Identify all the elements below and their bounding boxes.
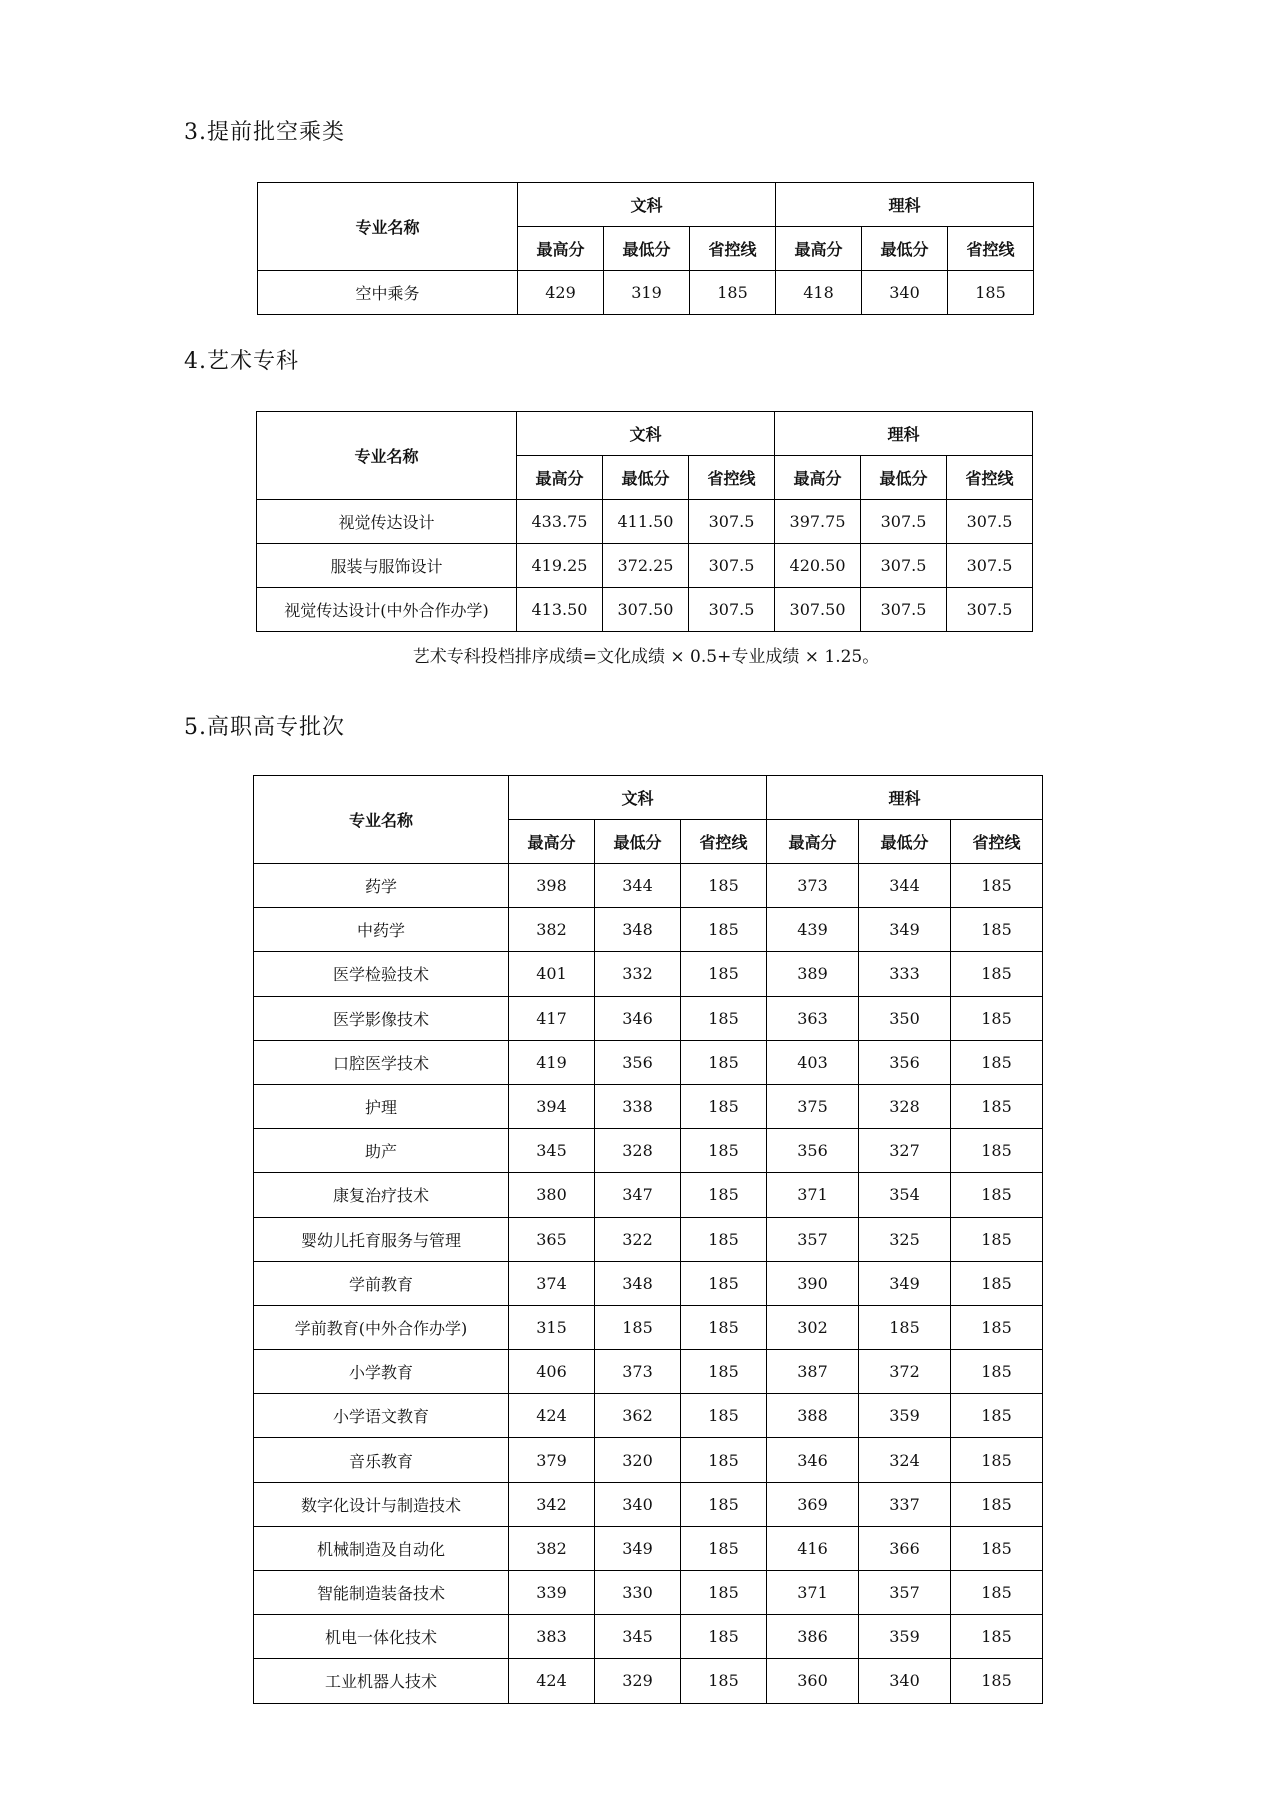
score-cell: 406 (509, 1350, 595, 1394)
score-cell: 389 (767, 952, 859, 996)
table-row (254, 1571, 1043, 1615)
major-name-cell: 工业机器人技术 (254, 1659, 509, 1703)
score-cell: 185 (690, 271, 776, 315)
score-cell: 380 (509, 1173, 595, 1217)
score-cell: 330 (595, 1571, 681, 1615)
score-cell: 185 (951, 1261, 1043, 1305)
score-cell: 382 (509, 1526, 595, 1570)
score-cell: 307.5 (689, 544, 775, 588)
score-cell: 346 (595, 996, 681, 1040)
score-cell: 185 (951, 952, 1043, 996)
score-cell: 324 (859, 1438, 951, 1482)
column-header-min-liberal-arts: 最低分 (603, 456, 689, 500)
score-cell: 346 (767, 1438, 859, 1482)
score-cell: 429 (518, 271, 604, 315)
score-cell: 356 (595, 1040, 681, 1084)
column-header-max-liberal-arts: 最高分 (517, 456, 603, 500)
major-name-cell: 小学语文教育 (254, 1394, 509, 1438)
column-header-max-science: 最高分 (767, 820, 859, 864)
score-cell: 185 (681, 1482, 767, 1526)
score-cell: 185 (681, 1129, 767, 1173)
score-cell: 382 (509, 908, 595, 952)
major-name-cell: 学前教育 (254, 1261, 509, 1305)
score-cell: 359 (859, 1394, 951, 1438)
score-cell: 424 (509, 1659, 595, 1703)
score-cell: 185 (681, 1394, 767, 1438)
score-cell: 424 (509, 1394, 595, 1438)
score-cell: 419 (509, 1040, 595, 1084)
score-cell: 373 (595, 1350, 681, 1394)
score-cell: 185 (951, 1129, 1043, 1173)
score-cell: 418 (776, 271, 862, 315)
score-cell: 319 (604, 271, 690, 315)
score-cell: 373 (767, 864, 859, 908)
score-table-airline (257, 182, 1034, 315)
score-cell: 398 (509, 864, 595, 908)
column-header-control-line-science: 省控线 (948, 227, 1034, 271)
major-name-cell: 口腔医学技术 (254, 1040, 509, 1084)
score-cell: 320 (595, 1438, 681, 1482)
score-cell: 185 (951, 1350, 1043, 1394)
score-cell: 185 (681, 1305, 767, 1349)
table-row (254, 1615, 1043, 1659)
major-name-cell: 学前教育(中外合作办学) (254, 1305, 509, 1349)
score-cell: 185 (681, 996, 767, 1040)
score-cell: 439 (767, 908, 859, 952)
score-cell: 387 (767, 1350, 859, 1394)
column-header-max-liberal-arts: 最高分 (518, 227, 604, 271)
major-name-cell: 数字化设计与制造技术 (254, 1482, 509, 1526)
major-name-cell: 康复治疗技术 (254, 1173, 509, 1217)
score-cell: 397.75 (775, 500, 861, 544)
score-cell: 383 (509, 1615, 595, 1659)
score-cell: 332 (595, 952, 681, 996)
score-cell: 185 (951, 908, 1043, 952)
score-cell: 185 (681, 1571, 767, 1615)
major-name-cell: 智能制造装备技术 (254, 1571, 509, 1615)
major-name-cell: 医学检验技术 (254, 952, 509, 996)
score-cell: 371 (767, 1173, 859, 1217)
score-cell: 338 (595, 1084, 681, 1128)
score-cell: 420.50 (775, 544, 861, 588)
score-cell: 359 (859, 1615, 951, 1659)
score-cell: 345 (509, 1129, 595, 1173)
column-header-major-name: 专业名称 (254, 776, 509, 864)
table-row (254, 1305, 1043, 1349)
score-cell: 185 (681, 1040, 767, 1084)
score-cell: 185 (681, 908, 767, 952)
score-cell: 388 (767, 1394, 859, 1438)
score-cell: 401 (509, 952, 595, 996)
score-cell: 372.25 (603, 544, 689, 588)
score-cell: 328 (595, 1129, 681, 1173)
column-header-min-science: 最低分 (861, 456, 947, 500)
column-group-science: 理科 (775, 412, 1033, 456)
table-row (257, 588, 1033, 632)
score-cell: 185 (951, 1438, 1043, 1482)
score-cell: 185 (951, 1659, 1043, 1703)
major-name-cell: 机械制造及自动化 (254, 1526, 509, 1570)
score-cell: 337 (859, 1482, 951, 1526)
table-row (254, 1217, 1043, 1261)
score-cell: 307.5 (947, 588, 1033, 632)
major-name-cell: 药学 (254, 864, 509, 908)
score-cell: 185 (681, 1261, 767, 1305)
score-cell: 417 (509, 996, 595, 1040)
score-cell: 185 (951, 1526, 1043, 1570)
score-cell: 348 (595, 1261, 681, 1305)
column-header-major-name: 专业名称 (257, 412, 517, 500)
score-cell: 363 (767, 996, 859, 1040)
score-cell: 347 (595, 1173, 681, 1217)
score-cell: 185 (681, 1438, 767, 1482)
score-cell: 307.5 (689, 588, 775, 632)
score-cell: 356 (859, 1040, 951, 1084)
column-header-control-line-liberal-arts: 省控线 (681, 820, 767, 864)
table-row (254, 1040, 1043, 1084)
table-row (254, 1526, 1043, 1570)
score-cell: 307.5 (861, 500, 947, 544)
table-row (254, 1173, 1043, 1217)
column-group-liberal-arts: 文科 (517, 412, 775, 456)
score-cell: 185 (951, 1571, 1043, 1615)
score-cell: 185 (948, 271, 1034, 315)
score-cell: 345 (595, 1615, 681, 1659)
score-cell: 379 (509, 1438, 595, 1482)
score-cell: 340 (595, 1482, 681, 1526)
score-cell: 185 (859, 1305, 951, 1349)
column-group-science: 理科 (776, 183, 1034, 227)
score-cell: 390 (767, 1261, 859, 1305)
score-cell: 185 (681, 1615, 767, 1659)
major-name-cell: 视觉传达设计(中外合作办学) (257, 588, 517, 632)
score-cell: 327 (859, 1129, 951, 1173)
score-cell: 307.5 (689, 500, 775, 544)
score-cell: 185 (595, 1305, 681, 1349)
score-cell: 185 (681, 1173, 767, 1217)
score-cell: 340 (862, 271, 948, 315)
score-cell: 328 (859, 1084, 951, 1128)
major-name-cell: 医学影像技术 (254, 996, 509, 1040)
score-cell: 372 (859, 1350, 951, 1394)
score-cell: 416 (767, 1526, 859, 1570)
table-row (254, 1659, 1043, 1703)
score-cell: 365 (509, 1217, 595, 1261)
column-header-control-line-liberal-arts: 省控线 (689, 456, 775, 500)
score-cell: 185 (951, 1394, 1043, 1438)
score-cell: 307.50 (603, 588, 689, 632)
score-cell: 185 (681, 1350, 767, 1394)
column-header-min-liberal-arts: 最低分 (595, 820, 681, 864)
column-header-max-science: 最高分 (776, 227, 862, 271)
score-cell: 185 (681, 864, 767, 908)
score-cell: 322 (595, 1217, 681, 1261)
table-row (254, 1261, 1043, 1305)
score-cell: 302 (767, 1305, 859, 1349)
score-cell: 329 (595, 1659, 681, 1703)
table-row (254, 952, 1043, 996)
column-header-major-name: 专业名称 (258, 183, 518, 271)
score-cell: 325 (859, 1217, 951, 1261)
score-cell: 348 (595, 908, 681, 952)
score-cell: 433.75 (517, 500, 603, 544)
section-heading-airline: 3.提前批空乘类 (184, 120, 345, 145)
score-cell: 307.5 (947, 544, 1033, 588)
table-row (254, 1394, 1043, 1438)
score-cell: 185 (951, 1084, 1043, 1128)
table-row (254, 1482, 1043, 1526)
table-row (258, 271, 1034, 315)
column-group-science: 理科 (767, 776, 1043, 820)
table-row (254, 996, 1043, 1040)
column-header-min-science: 最低分 (862, 227, 948, 271)
score-cell: 339 (509, 1571, 595, 1615)
score-table-vocational (253, 775, 1043, 1704)
score-cell: 307.5 (947, 500, 1033, 544)
score-cell: 369 (767, 1482, 859, 1526)
score-cell: 185 (681, 1084, 767, 1128)
score-cell: 307.5 (861, 588, 947, 632)
score-table-art (256, 411, 1033, 632)
score-cell: 362 (595, 1394, 681, 1438)
score-cell: 185 (681, 1526, 767, 1570)
score-cell: 411.50 (603, 500, 689, 544)
score-cell: 307.5 (861, 544, 947, 588)
column-header-control-line-science: 省控线 (947, 456, 1033, 500)
major-name-cell: 助产 (254, 1129, 509, 1173)
score-cell: 315 (509, 1305, 595, 1349)
score-cell: 349 (859, 908, 951, 952)
score-cell: 185 (951, 1305, 1043, 1349)
score-cell: 344 (859, 864, 951, 908)
score-cell: 394 (509, 1084, 595, 1128)
score-cell: 307.50 (775, 588, 861, 632)
major-name-cell: 音乐教育 (254, 1438, 509, 1482)
column-header-max-liberal-arts: 最高分 (509, 820, 595, 864)
score-cell: 185 (951, 996, 1043, 1040)
table-row (254, 1084, 1043, 1128)
column-header-max-science: 最高分 (775, 456, 861, 500)
column-header-control-line-science: 省控线 (951, 820, 1043, 864)
table-row (257, 500, 1033, 544)
score-cell: 185 (951, 1482, 1043, 1526)
column-group-liberal-arts: 文科 (509, 776, 767, 820)
score-cell: 403 (767, 1040, 859, 1084)
column-group-liberal-arts: 文科 (518, 183, 776, 227)
table-row (254, 1438, 1043, 1482)
major-name-cell: 机电一体化技术 (254, 1615, 509, 1659)
score-cell: 185 (951, 1217, 1043, 1261)
score-cell: 356 (767, 1129, 859, 1173)
major-name-cell: 婴幼儿托育服务与管理 (254, 1217, 509, 1261)
score-cell: 349 (595, 1526, 681, 1570)
score-cell: 185 (951, 1173, 1043, 1217)
score-cell: 413.50 (517, 588, 603, 632)
score-cell: 342 (509, 1482, 595, 1526)
column-header-control-line-liberal-arts: 省控线 (690, 227, 776, 271)
score-cell: 374 (509, 1261, 595, 1305)
column-header-min-liberal-arts: 最低分 (604, 227, 690, 271)
score-cell: 333 (859, 952, 951, 996)
major-name-cell: 中药学 (254, 908, 509, 952)
major-name-cell: 空中乘务 (258, 271, 518, 315)
score-cell: 185 (681, 1659, 767, 1703)
score-cell: 371 (767, 1571, 859, 1615)
score-cell: 357 (859, 1571, 951, 1615)
art-score-formula-note: 艺术专科投档排序成绩=文化成绩 × 0.5+专业成绩 × 1.25。 (412, 647, 880, 667)
score-cell: 419.25 (517, 544, 603, 588)
score-cell: 185 (681, 1217, 767, 1261)
score-cell: 350 (859, 996, 951, 1040)
score-cell: 185 (951, 1040, 1043, 1084)
score-cell: 357 (767, 1217, 859, 1261)
table-row (254, 1350, 1043, 1394)
score-cell: 354 (859, 1173, 951, 1217)
score-cell: 366 (859, 1526, 951, 1570)
table-row (254, 864, 1043, 908)
score-cell: 344 (595, 864, 681, 908)
major-name-cell: 服装与服饰设计 (257, 544, 517, 588)
section-heading-art: 4.艺术专科 (184, 349, 299, 374)
table-row (257, 544, 1033, 588)
score-cell: 360 (767, 1659, 859, 1703)
score-cell: 185 (681, 952, 767, 996)
score-cell: 349 (859, 1261, 951, 1305)
section-heading-vocational: 5.高职高专批次 (184, 715, 345, 740)
major-name-cell: 小学教育 (254, 1350, 509, 1394)
table-row (254, 908, 1043, 952)
major-name-cell: 护理 (254, 1084, 509, 1128)
table-row (254, 1129, 1043, 1173)
score-cell: 185 (951, 864, 1043, 908)
score-cell: 386 (767, 1615, 859, 1659)
score-cell: 185 (951, 1615, 1043, 1659)
score-cell: 375 (767, 1084, 859, 1128)
score-cell: 340 (859, 1659, 951, 1703)
column-header-min-science: 最低分 (859, 820, 951, 864)
major-name-cell: 视觉传达设计 (257, 500, 517, 544)
